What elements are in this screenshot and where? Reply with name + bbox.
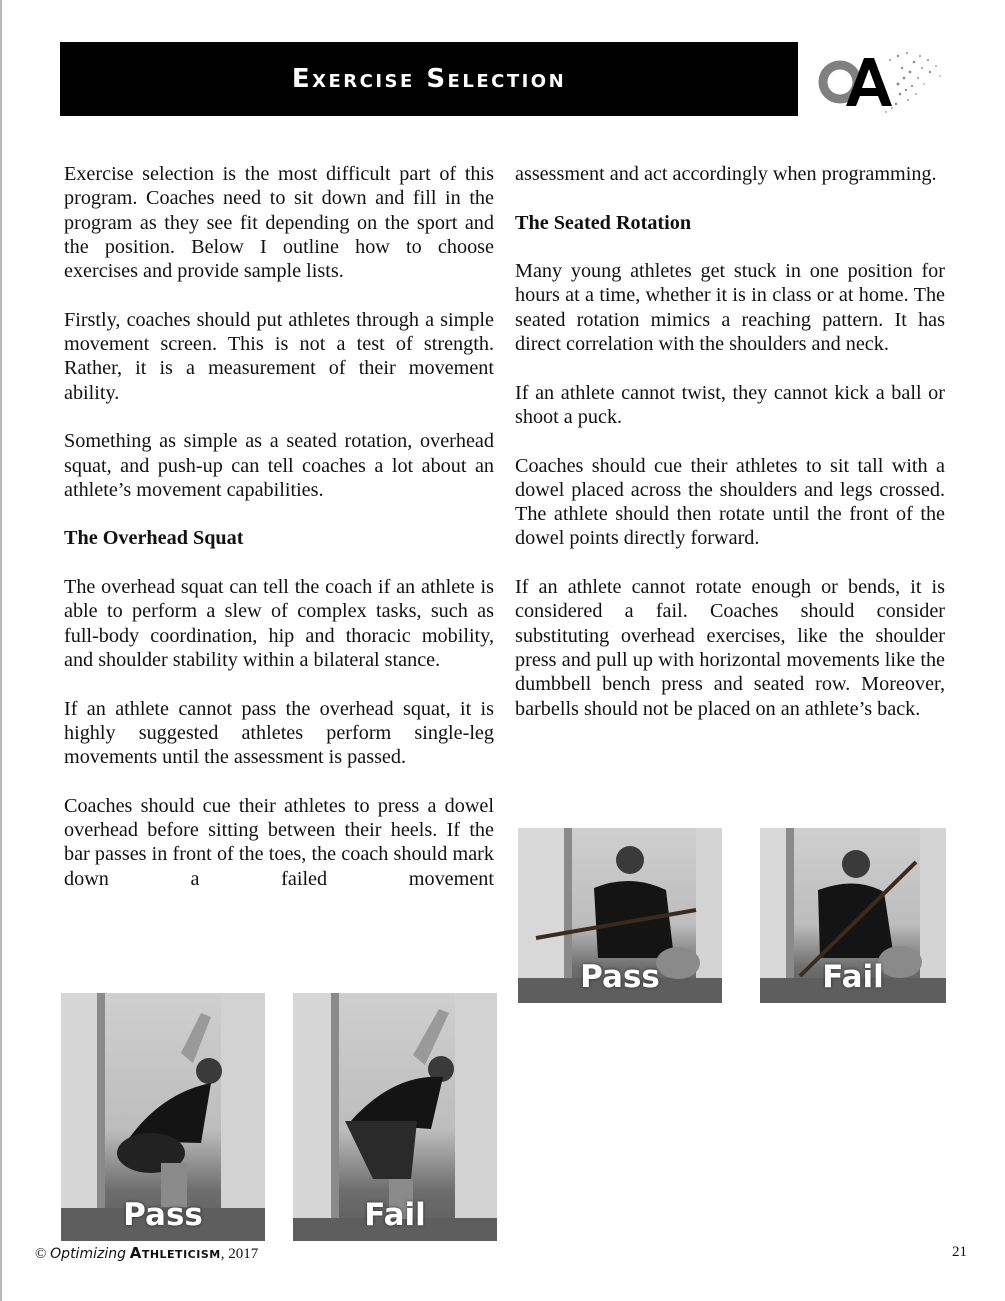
movement-screen-paragraph: Firstly, coaches should put athletes through a simple movement screen. This is not a test of strength. Rather, it is a measurement of their movement ability. [64,308,494,404]
overhead-squat-fail-photo [293,993,497,1241]
seated-rotation-fail-photo [760,828,946,1003]
footer-year: , 2017 [220,1246,259,1262]
footer-brand-optimizing: Optimizing [50,1246,126,1262]
right-column [515,162,945,745]
continuation-paragraph: assessment and act accordingly when programming. [515,163,937,185]
page-left-border [0,0,2,1301]
footer-brand-athleticism: Athleticism [129,1244,221,1262]
page-number: 21 [952,1244,967,1260]
left-column [64,162,494,915]
overhead-squat-heading: The Overhead Squat [64,527,244,550]
fail-label: Fail [822,959,884,995]
seated-rotation-pass-photo [518,828,722,1003]
oa-logo-icon [812,38,952,120]
intro-paragraph: Exercise selection is the most difficult part of this program. Coaches need to sit down and fill in the program as they see fit depending on the sport and the position. Below I outline how to choose exercises and provide sample lists. [64,163,494,283]
overhead-squat-paragraph-1: The overhead squat can tell the coach if an athlete is able to perform a slew of complex tasks, such as full-body coordination, hip and thoracic mobility, and shoulder stability within a bilateral stance. [64,576,494,671]
seated-rotation-paragraph-1: Many young athletes get stuck in one position for hours at a time, whether it is in class or at home. The seated rotation mimics a reaching pattern. It has direct correlation with the shoulders and neck. [515,260,945,356]
section-header-bar [60,42,798,116]
seated-rotation-paragraph-4: If an athlete cannot rotate enough or bends, it is considered a fail. Coaches should consider substituting overhead exercises, like the shoulder press and pull up with horizontal movements like the dumbbell bench press and seated row. Moreover, barbells should not be placed on an athlete’s back. [515,576,945,720]
fail-label: Fail [364,1197,426,1233]
assessment-examples-paragraph: Something as simple as a seated rotation, overhead squat, and push-up can tell coaches a lot about an athlete’s movement capabilities. [64,430,494,501]
pass-label: Pass [580,959,660,995]
pass-label: Pass [123,1197,203,1233]
footer-copyright [35,1244,258,1263]
seated-rotation-paragraph-3: Coaches should cue their athletes to sit tall with a dowel placed across the shoulders and legs crossed. The athlete should then rotate until the front of the dowel points directly forward. [515,454,945,550]
seated-rotation-paragraph-2: If an athlete cannot twist, they cannot kick a ball or shoot a puck. [515,381,945,428]
copyright-symbol: © [35,1246,47,1262]
overhead-squat-paragraph-3: Coaches should cue their athletes to press a dowel overhead before sitting between their heels. If the bar passes in front of the toes, the coach should mark down a failed movement [64,794,494,890]
seated-rotation-heading: The Seated Rotation [515,211,692,234]
overhead-squat-pass-photo [61,993,265,1241]
page-title: Exercise Selection [291,64,567,94]
overhead-squat-paragraph-2: If an athlete cannot pass the overhead squat, it is highly suggested athletes perform single-leg movements until the assessment is passed. [64,697,494,769]
